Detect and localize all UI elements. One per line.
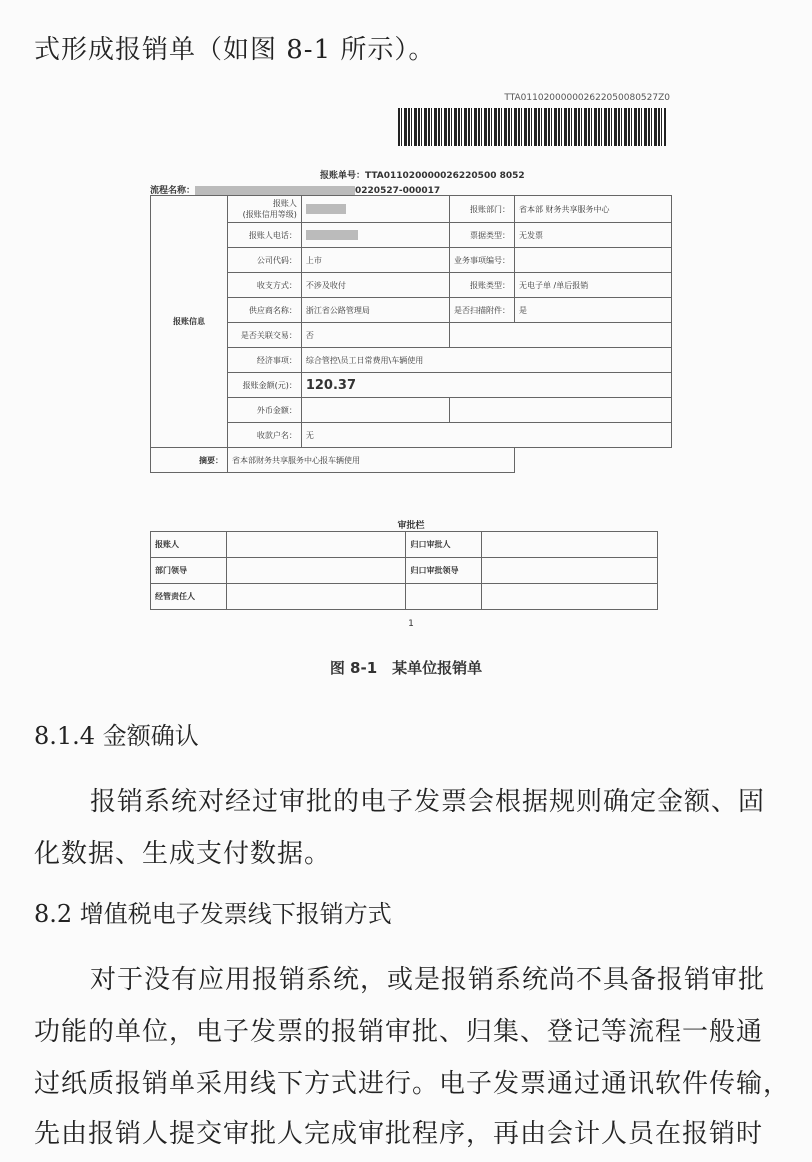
row-value: 无 [301,423,671,448]
empty-cell [514,448,671,473]
redacted-block [306,204,346,214]
table-row [151,323,672,348]
row-label: 供应商名称： [228,298,302,323]
row-value: 是 [514,298,671,323]
row-value: 上市 [301,248,449,273]
figure-page-number: 1 [408,619,414,629]
barcode-image [398,108,666,146]
row-label: 经济事项： [228,348,302,373]
row-label: 外币金额： [228,398,302,423]
table-row [151,584,658,610]
top-text-line: 式形成报销单（如图 8-1 所示）。 [34,35,436,65]
section-label: 报账信息 [151,196,228,448]
row-value: 省本部 财务共享服务中心 [514,196,671,223]
section-heading: 8.1.4 金额确认 [34,722,199,750]
row-label: 报账金额(元)： [228,373,302,398]
barcode-number: TTA011020000002622050080527Z0 [504,93,670,103]
approval-label: 归口审批人 [406,532,482,558]
approval-cell [226,532,406,558]
row-value [301,196,449,223]
empty-cell [449,323,671,348]
table-row [151,532,658,558]
table-row [151,248,672,273]
bill-number: 报账单号：TTA011020000026220500 8052 [320,171,525,181]
approval-cell [482,584,658,610]
approval-table [150,531,658,610]
row-value: 无发票 [514,223,671,248]
paragraph-line: 报销系统对经过审批的电子发票会根据规则确定金额、固 [90,787,766,817]
amount-value: 120.37 [301,373,671,398]
redacted-block [195,186,355,196]
row-label: 公司代码： [228,248,302,273]
table-row [151,273,672,298]
table-row [151,373,672,398]
row-label: 报账人电话： [228,223,302,248]
approval-cell [482,558,658,584]
approval-cell [482,532,658,558]
table-row [151,298,672,323]
summary-value: 省本部财务共享服务中心报车辆使用 [228,448,515,473]
row-value [301,223,449,248]
row-value [514,248,671,273]
reimbursement-table [150,195,672,473]
table-row [151,448,672,473]
section-heading: 8.2 增值税电子发票线下报销方式 [34,900,392,928]
paragraph-line: 过纸质报销单采用线下方式进行。电子发票通过通讯软件传输， [34,1069,791,1099]
row-value: 浙江省公路管理局 [301,298,449,323]
row-label: 报账人 (报账信用等级) [228,196,302,223]
row-value: 不涉及收付 [301,273,449,298]
approval-label: 报账人 [151,532,227,558]
figure-reimbursement-form [150,88,670,633]
row-label: 收支方式： [228,273,302,298]
empty-cell [449,398,671,423]
approval-cell [226,584,406,610]
paragraph-line: 先由报销人提交审批人完成审批程序，再由会计人员在报销时 [34,1119,764,1149]
figure-caption: 图 8-1 某单位报销单 [329,659,483,677]
paragraph-line: 化数据、生成支付数据。 [34,839,332,869]
approval-cell [406,584,482,610]
table-row [151,558,658,584]
approval-label: 归口审批领导 [406,558,482,584]
table-row [151,223,672,248]
approval-title: 审批栏 [397,521,425,531]
row-label: 是否扫描附件： [449,298,514,323]
row-label: 报账部门： [449,196,514,223]
row-label: 收款户名： [228,423,302,448]
row-value [301,398,449,423]
approval-label: 部门领导 [151,558,227,584]
paragraph-line: 对于没有应用报销系统，或是报销系统尚不具备报销审批 [90,965,766,995]
row-label: 是否关联交易： [228,323,302,348]
table-row [151,423,672,448]
row-value: 无电子单 /单后报销 [514,273,671,298]
paragraph-line: 功能的单位，电子发票的报销审批、归集、登记等流程一般通 [34,1017,764,1047]
table-row [151,196,672,223]
flow-name-suffix: 0220527-000017 [355,186,441,196]
row-value: 否 [301,323,449,348]
approval-cell [226,558,406,584]
row-value: 综合管控\员工日常费用\车辆使用 [301,348,671,373]
summary-label: 摘要： [151,448,228,473]
table-row [151,348,672,373]
row-label: 业务事项编号： [449,248,514,273]
approval-label: 经管责任人 [151,584,227,610]
table-row [151,398,672,423]
redacted-block [306,230,358,240]
row-label: 票据类型： [449,223,514,248]
flow-name-label: 流程名称： [150,186,196,196]
row-label: 报账类型： [449,273,514,298]
